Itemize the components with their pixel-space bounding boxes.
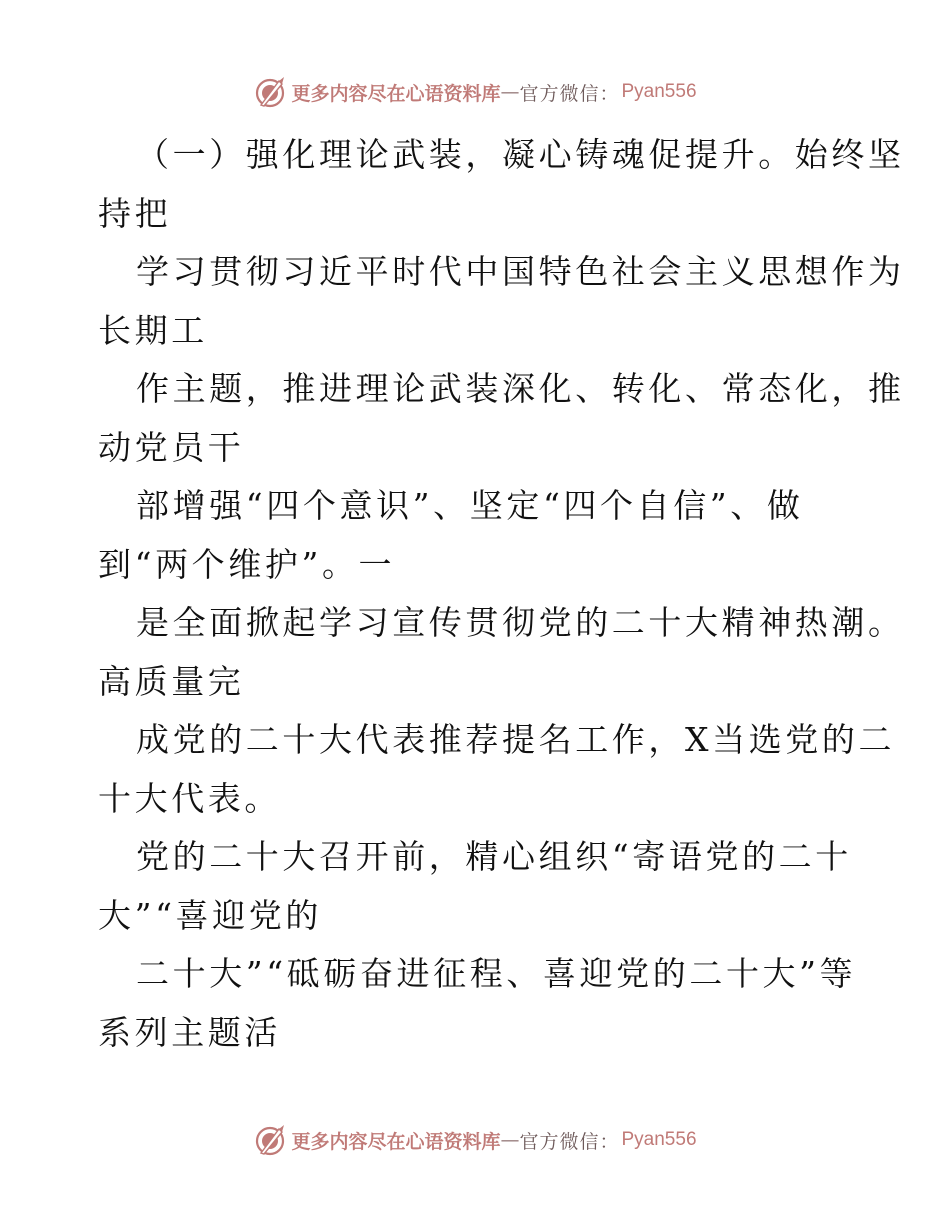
footer-contact-id: Pyan556 xyxy=(621,1129,697,1150)
body-line: 部增强“四个意识”、坚定“四个自信”、做 xyxy=(136,486,804,525)
body-line: 持把 xyxy=(98,193,172,233)
header-separator: — xyxy=(500,81,520,103)
body-line: 二十大”“砥砺奋进征程、喜迎党的二十大”等 xyxy=(136,954,857,993)
body-line: 党的二十大召开前，精心组织“寄语党的二十 xyxy=(136,837,852,876)
body-line: 成党的二十大代表推荐提名工作，X当选党的二 xyxy=(136,720,896,759)
body-line: （一）强化理论武装，凝心铸魂促提升。始终坚 xyxy=(136,135,905,174)
footer-brand-text: 更多内容尽在心语资料库 xyxy=(291,1130,501,1153)
body-line: 系列主题活 xyxy=(98,1012,281,1052)
body-line: 高质量完 xyxy=(98,661,245,701)
header-banner xyxy=(0,72,950,112)
body-line: 到“两个维护”。一 xyxy=(98,544,396,584)
footer-official-label: 官方微信： xyxy=(519,1130,620,1153)
body-line: 动党员干 xyxy=(98,427,245,467)
body-line: 作主题，推进理论武装深化、转化、常态化，推 xyxy=(136,369,905,408)
body-line: 是全面掀起学习宣传贯彻党的二十大精神热潮。 xyxy=(136,603,905,642)
header-brand-text: 更多内容尽在心语资料库 xyxy=(291,82,501,105)
quill-pen-seal-icon xyxy=(253,75,287,109)
header-official-label: 官方微信： xyxy=(519,82,620,105)
footer-separator: — xyxy=(500,1129,520,1151)
body-line: 大”“喜迎党的 xyxy=(98,895,322,935)
footer-banner xyxy=(0,1120,950,1160)
quill-pen-seal-icon xyxy=(253,1123,287,1157)
body-line: 长期工 xyxy=(98,310,208,350)
body-line: 十大代表。 xyxy=(98,778,281,818)
document-body xyxy=(98,126,905,1062)
body-line: 学习贯彻习近平时代中国特色社会主义思想作为 xyxy=(136,252,905,291)
header-contact-id: Pyan556 xyxy=(621,81,697,102)
